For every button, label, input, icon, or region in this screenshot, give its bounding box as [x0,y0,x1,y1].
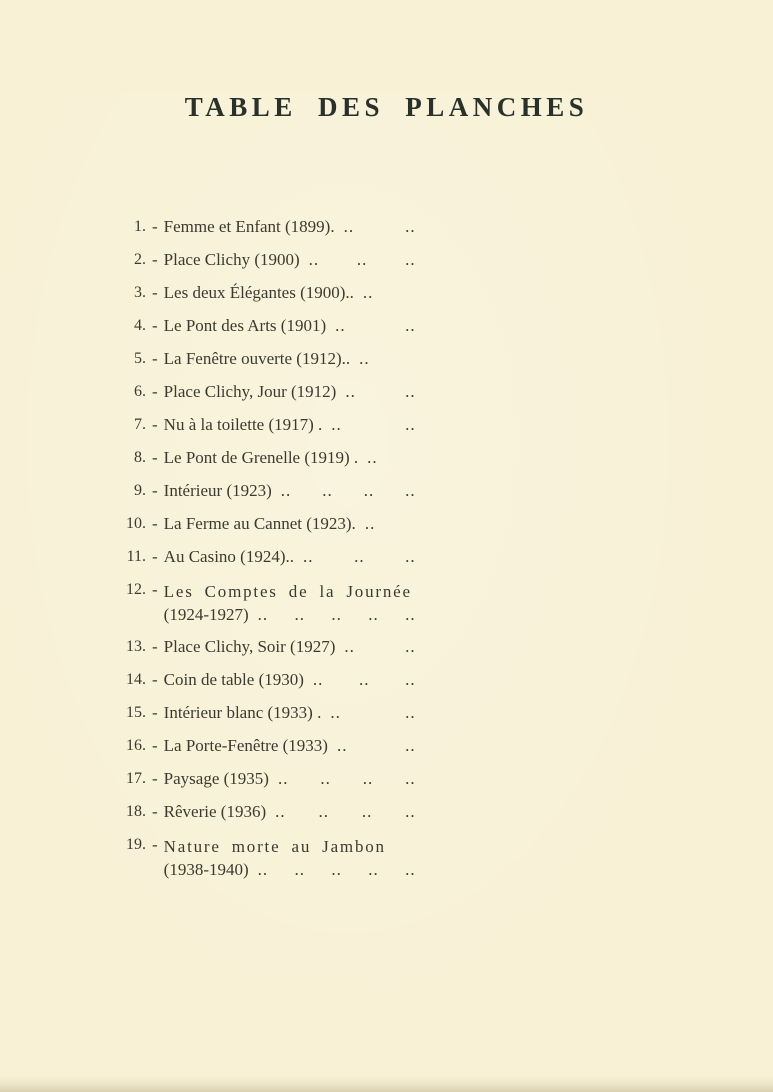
table-row [112,349,752,369]
dot-leaders: .. .. [345,382,416,401]
dash-separator: - [152,637,158,656]
table-row [112,514,752,534]
plate-title: Intérieur (1923) [163,481,272,500]
plate-title: Place Clichy (1900) [163,250,300,269]
plate-title: Rêverie (1936) [163,802,267,821]
dot-leaders: .. .. .. .. [280,481,416,500]
plate-years: (1924-1927) [163,605,249,624]
entry-line-1 [164,670,416,690]
plate-number: 17. [126,770,146,787]
plate-entry [164,481,416,501]
plate-title: Femme et Enfant (1899). [163,217,335,236]
plate-number: 12. [126,581,146,598]
dot-leaders: .. .. [336,736,416,755]
dash-separator: - [152,736,158,755]
dot-leaders: .. .. [331,415,416,434]
table-row [112,769,752,789]
entry-line-1 [164,835,416,858]
dot-leaders: .. .. .. .. [277,769,416,788]
plate-entry [164,670,416,690]
plate-title: Place Clichy, Soir (1927) [163,637,336,656]
plate-number: 10. [126,515,146,532]
dot-leaders: .. .. .. .. .. [257,605,416,624]
table-row [112,637,752,657]
table-row [112,250,752,270]
dash-separator: - [152,316,158,335]
entry-line-1 [164,349,416,369]
plate-entry [164,514,416,534]
plate-entry [164,736,416,756]
plate-entry [164,835,416,881]
dash-separator: - [152,382,158,401]
plate-number: 16. [126,737,146,754]
plate-entry [164,316,416,336]
dot-leaders: .. .. [343,217,416,236]
dash-separator: - [152,835,158,854]
dot-leaders: .. [359,349,370,368]
book-page [0,92,773,1092]
dash-separator: - [152,250,158,269]
plate-title: Nu à la toilette (1917) . [163,415,323,434]
plate-number: 5. [134,350,146,367]
plate-title: Les deux Élégantes (1900).. [163,283,354,302]
plate-number: 4. [134,317,146,334]
entry-line-2 [164,603,416,626]
entry-line-1 [164,448,416,468]
entry-line-1 [164,481,416,501]
entry-line-1 [164,250,416,270]
entry-line-2 [164,858,416,881]
page-title: TABLE DES PLANCHES [184,92,589,122]
dot-leaders: .. .. .. [303,547,416,566]
plate-title: Les Comptes de la Journée [163,582,412,601]
entry-line-1 [164,382,416,402]
dot-leaders: .. .. [344,637,416,656]
entry-line-1 [164,514,416,534]
table-row [112,217,752,237]
plate-entry [164,703,416,723]
plate-number: 15. [126,704,146,721]
plate-entry [164,349,416,369]
table-row [112,703,752,723]
plate-title: Nature morte au Jambon [163,837,386,856]
plate-title: Le Pont des Arts (1901) [163,316,327,335]
plate-title: Coin de table (1930) [163,670,304,689]
dot-leaders: .. .. .. [308,250,416,269]
plate-entry [164,382,416,402]
entry-line-1 [164,217,416,237]
dot-leaders: .. .. [335,316,416,335]
plate-number: 6. [134,383,146,400]
table-row [112,736,752,756]
plate-title: Le Pont de Grenelle (1919) . [163,448,359,467]
plate-number: 18. [126,803,146,820]
plate-entry [164,283,416,303]
entry-line-1 [164,547,416,567]
plate-entry [164,415,416,435]
dash-separator: - [152,670,158,689]
plate-entry [164,580,416,626]
plate-number: 1. [134,218,146,235]
table-row [112,802,752,822]
plate-entry [164,217,416,237]
plate-number: 2. [134,251,146,268]
entry-line-1 [164,580,416,603]
table-row [112,382,752,402]
entry-line-1 [164,736,416,756]
plate-list [112,217,752,881]
table-row [112,835,752,881]
dash-separator: - [152,415,158,434]
dash-separator: - [152,802,158,821]
plate-entry [164,637,416,657]
plate-number: 8. [134,449,146,466]
dot-leaders: .. [362,283,374,302]
dash-separator: - [152,703,158,722]
table-row [112,415,752,435]
table-row [112,580,752,626]
plate-title: Place Clichy, Jour (1912) [163,382,337,401]
plate-number: 14. [126,671,146,688]
plate-number: 7. [134,416,146,433]
plate-title: Intérieur blanc (1933) . [163,703,322,722]
plate-number: 11. [126,548,146,565]
dash-separator: - [152,481,158,500]
entry-line-1 [164,637,416,657]
dash-separator: - [152,217,158,236]
plate-title: Paysage (1935) [163,769,269,788]
plate-title: Au Casino (1924).. [163,547,294,566]
dot-leaders: .. [367,448,378,467]
dash-separator: - [152,349,158,368]
entry-line-1 [164,415,416,435]
plate-entry [164,547,416,567]
plate-title: La Porte-Fenêtre (1933) [163,736,328,755]
table-row [112,481,752,501]
dash-separator: - [152,547,158,566]
dash-separator: - [152,448,158,467]
plate-entry [164,448,416,468]
dash-separator: - [152,769,158,788]
table-row [112,670,752,690]
table-row [112,448,752,468]
table-row [112,316,752,336]
table-row [112,547,752,567]
plate-number: 3. [134,284,146,301]
dot-leaders: .. .. .. [312,670,416,689]
entry-line-1 [164,283,416,303]
dot-leaders: .. .. .. .. [275,802,416,821]
dash-separator: - [152,580,158,599]
plate-number: 9. [134,482,146,499]
plate-number: 19. [126,836,146,853]
entry-line-1 [164,703,416,723]
entry-line-1 [164,316,416,336]
dash-separator: - [152,283,158,302]
plate-entry [164,250,416,270]
plate-number: 13. [126,638,146,655]
dash-separator: - [152,514,158,533]
dot-leaders: .. .. .. .. .. [257,860,416,879]
plate-title: La Ferme au Cannet (1923). [163,514,356,533]
plate-entry [164,769,416,789]
plate-years: (1938-1940) [163,860,249,879]
plate-title: La Fenêtre ouverte (1912).. [163,349,351,368]
plate-entry [164,802,416,822]
dot-leaders: .. [364,514,376,533]
table-row [112,283,752,303]
entry-line-1 [164,802,416,822]
dot-leaders: .. .. [330,703,416,722]
entry-line-1 [164,769,416,789]
